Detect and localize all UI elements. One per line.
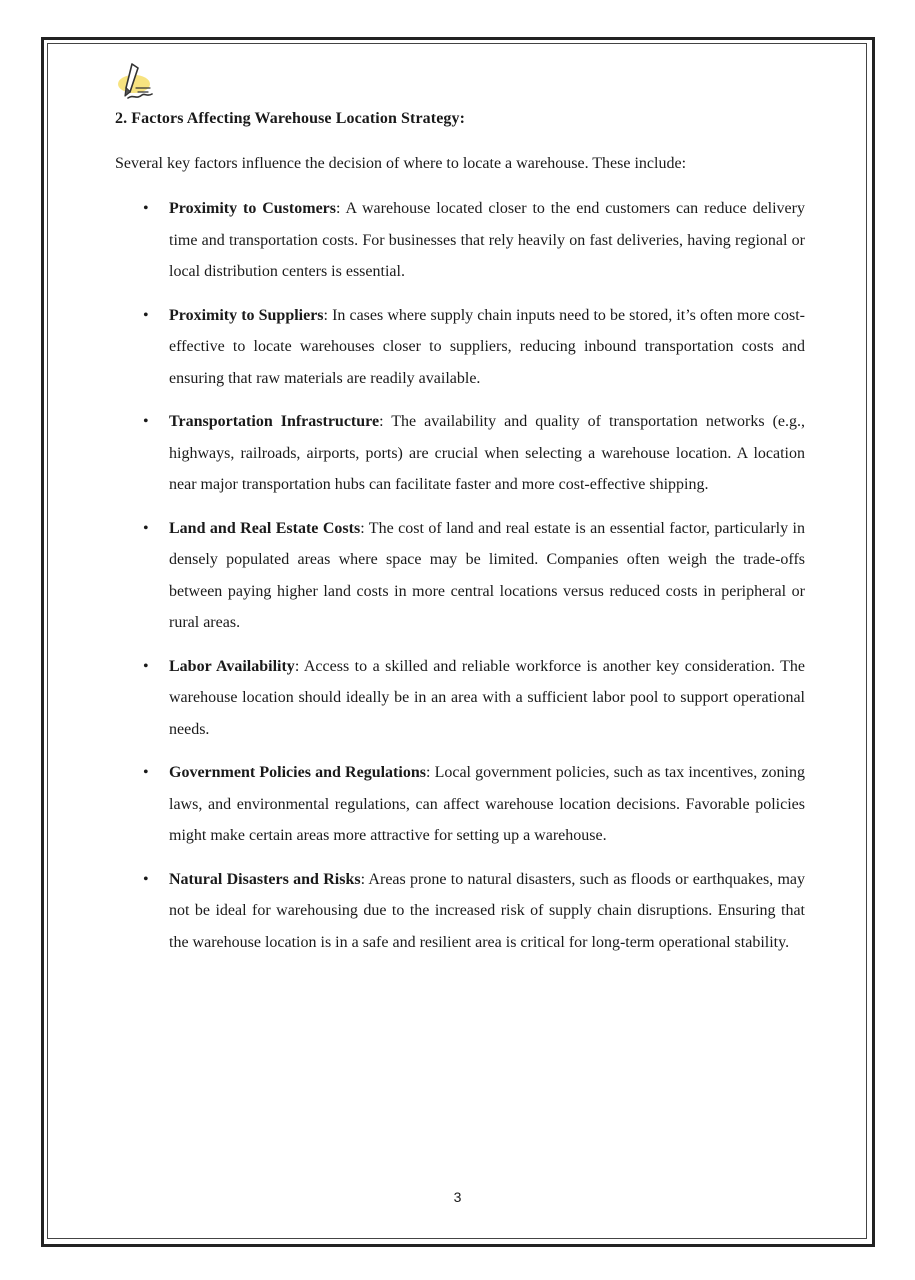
factor-title: Labor Availability bbox=[169, 657, 295, 675]
factor-title: Proximity to Customers bbox=[169, 200, 336, 217]
factor-description: : In cases where supply chain inputs need to be stored, it’s often more cost-effective to locate warehouses closer to suppliers, reducing inbound transportation costs and ensuring that raw materials are readily available. bbox=[169, 306, 806, 387]
pen-writing-icon bbox=[112, 58, 160, 102]
bullet-icon: • bbox=[143, 870, 149, 888]
page-number: 3 bbox=[453, 1189, 462, 1205]
factor-description: : Access to a skilled and reliable workforce is another key consideration. The warehouse location should ideally be in an area with a sufficient labor pool to support operational needs. bbox=[169, 657, 805, 738]
bullet-icon: • bbox=[143, 657, 149, 675]
factor-description: : The cost of land and real estate is an essential factor, particularly in densely populated areas where space may be limited. Companies often weigh the trade-offs between paying higher land costs in more central locations versus reduced costs in peripheral or rural areas. bbox=[169, 519, 806, 631]
bullet-icon: • bbox=[143, 764, 149, 781]
bullet-icon: • bbox=[143, 200, 149, 217]
bullet-icon: • bbox=[143, 519, 149, 537]
factor-title: Land and Real Estate Costs bbox=[169, 519, 361, 537]
intro-paragraph: Several key factors influence the decision of where to locate a warehouse. These include: bbox=[115, 155, 687, 172]
factor-item bbox=[115, 300, 805, 395]
factor-title: Transportation Infrastructure bbox=[169, 413, 380, 430]
factor-item bbox=[115, 193, 805, 288]
factor-description: : Local government policies, such as tax incentives, zoning laws, and environmental regulations, can affect warehouse location decisions. Favorable policies might make certain areas more attractive for setting up a warehouse. bbox=[169, 764, 805, 844]
factor-title: Government Policies and Regulations bbox=[169, 764, 426, 781]
factor-item bbox=[115, 406, 805, 501]
factor-description: : Areas prone to natural disasters, such as floods or earthquakes, may not be ideal for warehousing due to the increased risk of supply chain disruptions. Ensuring that the warehouse location is in a safe and resilient area is critical for long-term operational stability. bbox=[169, 870, 806, 951]
factor-title: Natural Disasters and Risks bbox=[169, 870, 361, 888]
factor-description: : A warehouse located closer to the end customers can reduce delivery time and transportation costs. For businesses that rely heavily on fast deliveries, having regional or local distribution centers is essential. bbox=[169, 200, 805, 280]
factor-item bbox=[115, 757, 805, 852]
bullet-icon: • bbox=[143, 306, 149, 324]
factor-description: : The availability and quality of transportation networks (e.g., highways, railroads, airports, ports) are crucial when selecting a warehouse location. A location near major transportation hubs can facilitate faster and more cost-effective shipping. bbox=[169, 413, 806, 493]
section-heading: 2. Factors Affecting Warehouse Location Strategy: bbox=[115, 110, 466, 127]
factor-item bbox=[115, 864, 805, 959]
factor-title: Proximity to Suppliers bbox=[169, 306, 324, 324]
factor-item bbox=[115, 651, 805, 746]
factor-list bbox=[115, 193, 805, 970]
factor-item bbox=[115, 513, 805, 639]
bullet-icon: • bbox=[143, 413, 149, 430]
